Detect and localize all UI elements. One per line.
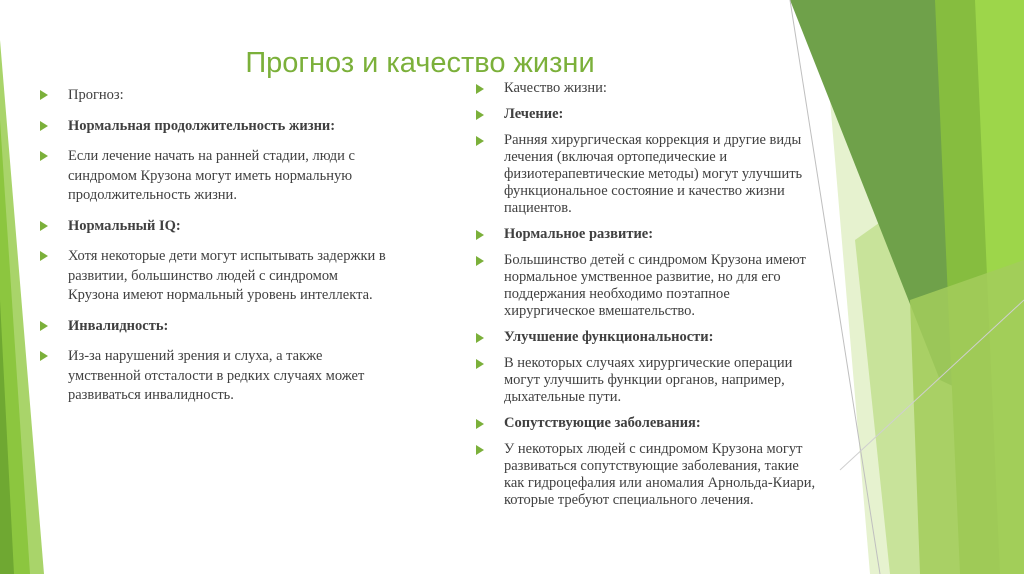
list-item: Ранняя хирургическая коррекция и другие виды лечения (включая ортопедические и физиотерапевтические методы) могут улучшить функциональное состояние и качество жизни пациентов.: [476, 132, 818, 217]
triangle-bullet-icon: [476, 419, 484, 429]
triangle-bullet-icon: [476, 445, 484, 455]
list-item: Хотя некоторые дети могут испытывать задержки в развитии, большинство людей с синдромом Крузона имеют нормальный уровень интеллекта.: [40, 247, 390, 306]
triangle-bullet-icon: [40, 251, 48, 261]
triangle-bullet-icon: [40, 151, 48, 161]
list-item: У некоторых людей с синдромом Крузона могут развиваться сопутствующие заболевания, такие как гидроцефалия или аномалия Арнольда-Киари, которые требуют специального лечения.: [476, 441, 818, 509]
list-item: Нормальное развитие:: [476, 226, 818, 243]
list-item: В некоторых случаях хирургические операции могут улучшить функции органов, например, дыхательные пути.: [476, 355, 818, 406]
list-item: Лечение:: [476, 106, 818, 123]
list-item: Большинство детей с синдромом Крузона имеют нормальное умственное развитие, но для его поддержания необходимо поэтапное хирургическое вмешательство.: [476, 252, 818, 320]
list-item: Качество жизни:: [476, 80, 818, 97]
triangle-bullet-icon: [476, 230, 484, 240]
triangle-bullet-icon: [40, 221, 48, 231]
triangle-bullet-icon: [476, 136, 484, 146]
triangle-bullet-icon: [40, 351, 48, 361]
list-item: Из-за нарушений зрения и слуха, а также умственной отсталости в редких случаях может развиваться инвалидность.: [40, 347, 390, 406]
triangle-bullet-icon: [476, 84, 484, 94]
slide-title: Прогноз и качество жизни: [245, 47, 595, 80]
list-item: Нормальная продолжительность жизни:: [40, 117, 390, 137]
triangle-bullet-icon: [476, 359, 484, 369]
list-item: Нормальный IQ:: [40, 217, 390, 237]
triangle-bullet-icon: [40, 321, 48, 331]
list-item: Прогноз:: [40, 86, 390, 106]
list-item: Если лечение начать на ранней стадии, люди с синдромом Крузона могут иметь нормальную продолжительность жизни.: [40, 147, 390, 206]
triangle-bullet-icon: [40, 90, 48, 100]
list-item: Улучшение функциональности:: [476, 329, 818, 346]
list-item: Инвалидность:: [40, 317, 390, 337]
quality-of-life-list: [476, 80, 818, 518]
triangle-bullet-icon: [476, 333, 484, 343]
triangle-bullet-icon: [40, 121, 48, 131]
triangle-bullet-icon: [476, 110, 484, 120]
prognosis-list: [40, 86, 390, 417]
triangle-bullet-icon: [476, 256, 484, 266]
list-item: Сопутствующие заболевания:: [476, 415, 818, 432]
right-wedge-lime: [910, 260, 1024, 574]
